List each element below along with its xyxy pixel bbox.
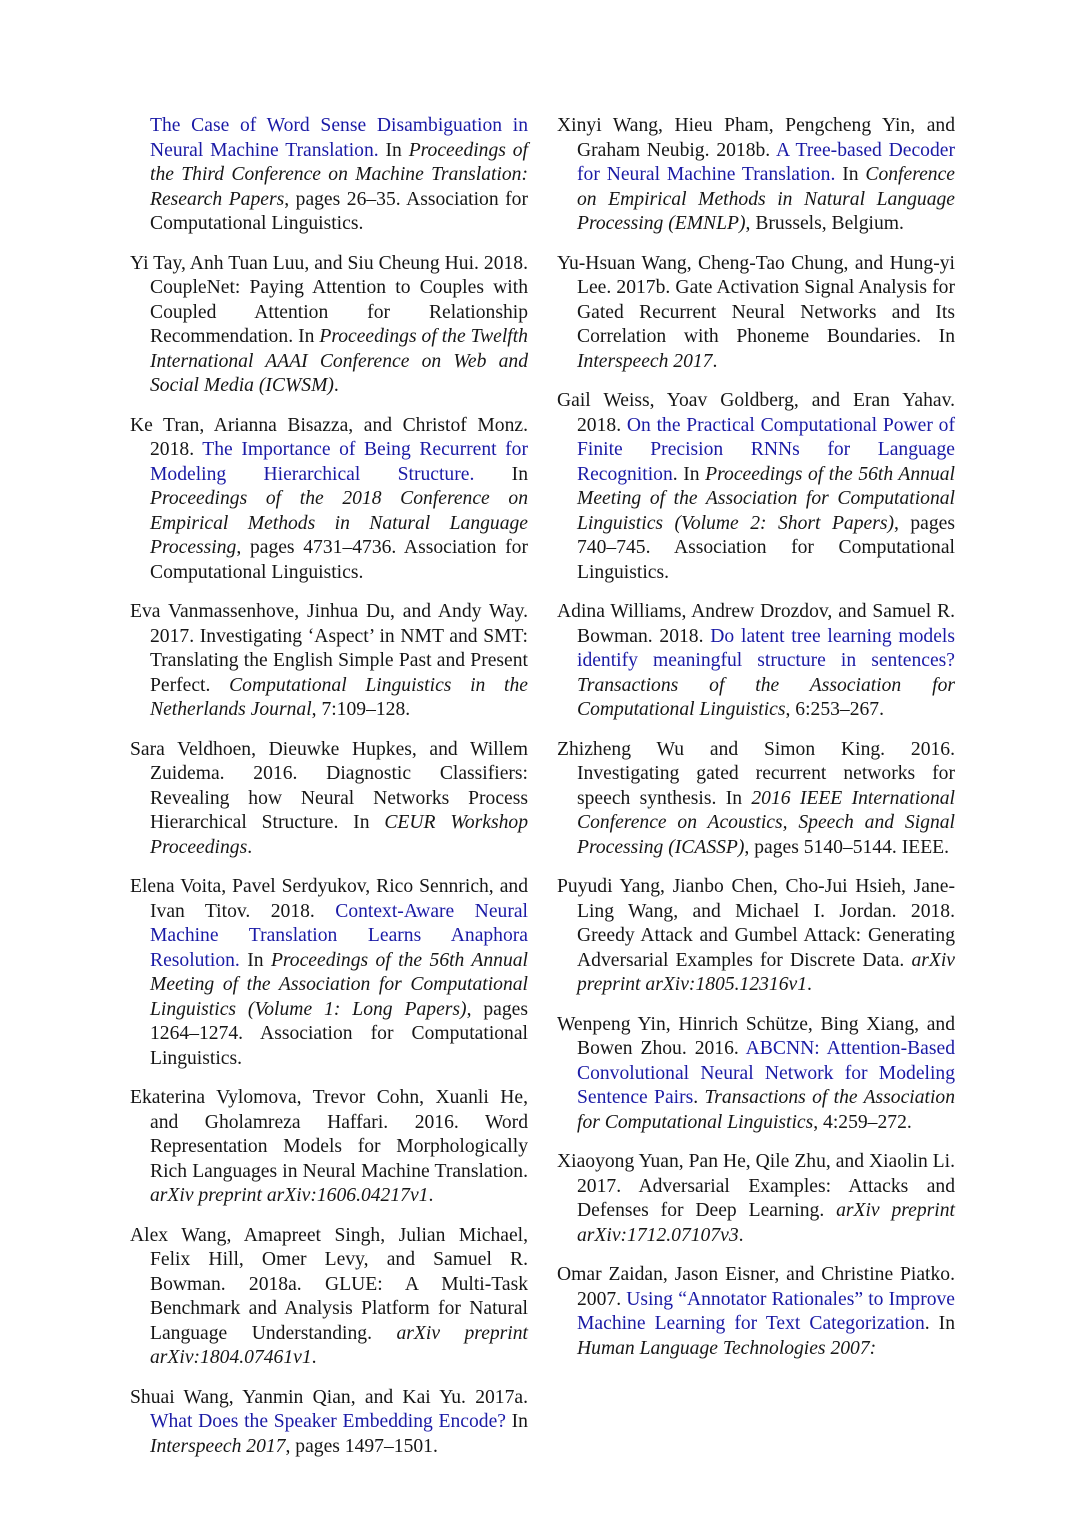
reference-text: , 7:109–128. bbox=[311, 699, 411, 720]
reference-text: Puyudi Yang, Jianbo Chen, Cho-Jui Hsieh, Jane-Ling Wang, and Michael I. Jordan. 2018. Greedy Attack and Gumbel Attack: Generating Adversarial Examples for Discrete Data. bbox=[557, 876, 955, 971]
reference-text: In bbox=[378, 139, 409, 161]
reference-title-link[interactable]: The Importance of Being Recurrent for Modeling Hierarchical Structure. bbox=[150, 439, 528, 485]
reference-title-link[interactable]: On the Practical Computational Power of Finite Precision RNNs for Language Recognition bbox=[577, 414, 955, 485]
reference-text: Gail Weiss, Yoav Goldberg, and Eran Yahav. 2018. bbox=[557, 390, 955, 436]
reference-entry bbox=[557, 875, 955, 998]
reference-venue: CEUR Workshop Proceedings bbox=[150, 812, 528, 858]
reference-entry bbox=[130, 1386, 528, 1460]
reference-text: . bbox=[738, 1224, 744, 1246]
reference-venue: Interspeech 2017 bbox=[577, 350, 713, 372]
reference-venue: arXiv preprint arXiv:1805.12316v1 bbox=[577, 949, 955, 995]
reference-venue: Proceedings of the 56th Annual Meeting of the Association for Computational Linguistics (Volume 1: Long Papers) bbox=[150, 949, 528, 1020]
reference-title-link[interactable]: The Case of Word Sense Disambiguation in Neural Machine Translation. bbox=[150, 115, 528, 161]
reference-text: In bbox=[835, 164, 866, 185]
reference-venue: Proceedings of the Third Conference on Machine Translation: Research Papers bbox=[150, 139, 528, 210]
reference-entry-continued bbox=[130, 114, 528, 237]
reference-text: Ke Tran, Arianna Bisazza, and Christof Monz. 2018. bbox=[130, 414, 528, 460]
reference-text: , pages 740–745. Association for Computational Linguistics. bbox=[577, 512, 955, 583]
reference-text: Adina Williams, Andrew Drozdov, and Samuel R. Bowman. 2018. bbox=[557, 601, 955, 647]
reference-text: Shuai Wang, Yanmin Qian, and Kai Yu. 2017a. bbox=[130, 1386, 528, 1408]
left-column bbox=[130, 114, 528, 1474]
reference-text: Xiaoyong Yuan, Pan He, Qile Zhu, and Xiaolin Li. 2017. Adversarial Examples: Attacks and Defenses for Deep Learning. bbox=[557, 1151, 955, 1221]
reference-text: , 6:253–267. bbox=[785, 699, 884, 720]
reference-venue: Conference on Empirical Methods in Natural Language Processing (EMNLP) bbox=[577, 164, 955, 234]
reference-text: . bbox=[693, 1087, 705, 1108]
reference-entry bbox=[557, 1150, 955, 1248]
reference-entry bbox=[130, 414, 528, 586]
reference-entry bbox=[130, 600, 528, 723]
reference-title-link[interactable]: ABCNN: Attention-Based Convolutional Neural Network for Modeling Sentence Pairs bbox=[577, 1038, 955, 1108]
reference-text: Yi Tay, Anh Tuan Luu, and Siu Cheung Hui. 2018. CoupleNet: Paying Attention to Couples with Coupled Attention for Relationship Recommendation. In bbox=[130, 252, 528, 347]
reference-venue: arXiv preprint arXiv:1804.07461v1 bbox=[150, 1322, 528, 1368]
reference-text: . bbox=[712, 350, 718, 372]
reference-text: , pages 1264–1274. Association for Computational Linguistics. bbox=[150, 998, 528, 1069]
reference-entry bbox=[557, 389, 955, 585]
reference-venue: Computational Linguistics in the Netherlands Journal bbox=[150, 674, 528, 720]
reference-title-link[interactable]: Using “Annotator Rationales” to Improve Machine Learning for Text Categorization bbox=[577, 1288, 956, 1334]
reference-entry bbox=[130, 738, 528, 861]
reference-entry bbox=[557, 1263, 955, 1361]
reference-entry bbox=[130, 875, 528, 1071]
reference-title-link[interactable]: A Tree-based Decoder for Neural Machine Translation. bbox=[577, 139, 955, 185]
reference-text: , pages 1497–1501. bbox=[285, 1435, 438, 1457]
reference-entry bbox=[557, 600, 955, 723]
reference-entry bbox=[557, 114, 955, 237]
reference-text: , pages 26–35. Association for Computational Linguistics. bbox=[150, 188, 528, 234]
reference-text: Xinyi Wang, Hieu Pham, Pengcheng Yin, and Graham Neubig. 2018b. bbox=[557, 115, 955, 161]
reference-venue: Human Language Technologies 2007: bbox=[577, 1337, 877, 1359]
reference-venue: 2016 IEEE International Conference on Acoustics, Speech and Signal Processing (ICASSP) bbox=[577, 787, 955, 858]
reference-text: Eva Vanmassenhove, Jinhua Du, and Andy Way. 2017. Investigating ‘Aspect’ in NMT and SMT: Translating the English Simple Past and Present Perfect. bbox=[130, 601, 528, 696]
reference-entry bbox=[557, 1013, 955, 1136]
reference-entry bbox=[557, 738, 955, 861]
reference-text: In bbox=[474, 463, 528, 485]
right-column bbox=[557, 114, 955, 1376]
reference-entry bbox=[130, 1086, 528, 1209]
reference-text: . bbox=[311, 1347, 317, 1368]
reference-text: , 4:259–272. bbox=[813, 1111, 912, 1133]
reference-entry bbox=[130, 252, 528, 399]
reference-text: Omar Zaidan, Jason Eisner, and Christine Piatko. 2007. bbox=[557, 1264, 955, 1310]
reference-text: . In bbox=[924, 1313, 955, 1334]
reference-venue: Transactions of the Association for Computational Linguistics bbox=[577, 674, 955, 720]
reference-title-link[interactable]: Do latent tree learning models identify meaningful structure in sentences? bbox=[577, 625, 955, 671]
reference-text: , pages 4731–4736. Association for Computational Linguistics. bbox=[150, 537, 528, 583]
reference-text: In bbox=[239, 949, 271, 971]
reference-text: Alex Wang, Amapreet Singh, Julian Michael, Felix Hill, Omer Levy, and Samuel R. Bowman. 2018a. GLUE: A Multi-Task Benchmark and Analysis Platform for Natural Language Understanding. bbox=[130, 1224, 528, 1344]
reference-entry bbox=[130, 1224, 528, 1371]
reference-text: . bbox=[247, 836, 253, 858]
reference-venue: Proceedings of the 2018 Conference on Empirical Methods in Natural Language Processing bbox=[150, 488, 528, 558]
reference-venue: Interspeech 2017 bbox=[150, 1435, 286, 1457]
reference-text: Sara Veldhoen, Dieuwke Hupkes, and Willem Zuidema. 2016. Diagnostic Classifiers: Revealing how Neural Networks Process Hierarchical Structure. In bbox=[130, 738, 528, 833]
reference-text: . bbox=[333, 375, 339, 396]
reference-venue: Transactions of the Association for Computational Linguistics bbox=[577, 1087, 956, 1133]
reference-venue: arXiv preprint arXiv:1712.07107v3 bbox=[577, 1200, 955, 1246]
reference-text: . bbox=[807, 974, 812, 995]
reference-text: Wenpeng Yin, Hinrich Schütze, Bing Xiang, and Bowen Zhou. 2016. bbox=[557, 1013, 955, 1059]
reference-text: . bbox=[428, 1185, 434, 1206]
reference-text: , Brussels, Belgium. bbox=[745, 213, 904, 234]
reference-venue: Proceedings of the 56th Annual Meeting of the Association for Computational Linguistics (Volume 2: Short Papers) bbox=[577, 463, 955, 534]
reference-entry bbox=[557, 252, 955, 375]
reference-text: Zhizheng Wu and Simon King. 2016. Investigating gated recurrent networks for speech synthesis. In bbox=[557, 738, 955, 809]
reference-venue: Proceedings of the Twelfth International AAAI Conference on Web and Social Media (ICWSM) bbox=[150, 326, 528, 396]
reference-venue: arXiv preprint arXiv:1606.04217v1 bbox=[150, 1185, 429, 1206]
reference-text: In bbox=[505, 1411, 528, 1432]
reference-text: Ekaterina Vylomova, Trevor Cohn, Xuanli He, and Gholamreza Haffari. 2016. Word Representation Models for Morphologically Rich Languages in Neural Machine Translation. bbox=[130, 1087, 528, 1182]
reference-text: Elena Voita, Pavel Serdyukov, Rico Sennrich, and Ivan Titov. 2018. bbox=[130, 876, 528, 922]
reference-title-link[interactable]: Context-Aware Neural Machine Translation Learns Anaphora Resolution. bbox=[150, 900, 528, 971]
reference-text: Yu-Hsuan Wang, Cheng-Tao Chung, and Hung-yi Lee. 2017b. Gate Activation Signal Analysis for Gated Recurrent Neural Networks and Its Correlation with Phoneme Boundaries. In bbox=[557, 252, 955, 347]
reference-text: . In bbox=[672, 463, 706, 485]
reference-text: , pages 5140–5144. IEEE. bbox=[744, 836, 950, 858]
reference-title-link[interactable]: What Does the Speaker Embedding Encode? bbox=[150, 1411, 506, 1432]
